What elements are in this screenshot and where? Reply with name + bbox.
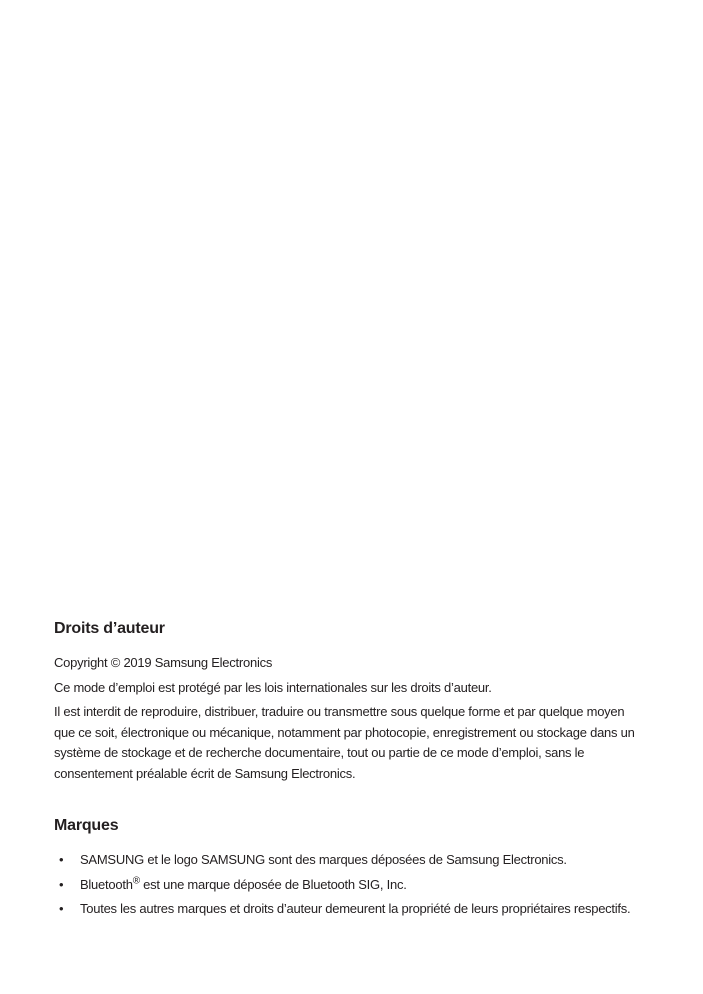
bullet-icon: • bbox=[59, 852, 64, 867]
trademark-bluetooth-text: est une marque déposée de Bluetooth SIG, Inc. bbox=[139, 876, 407, 892]
trademarks-list bbox=[54, 850, 644, 920]
copyright-section bbox=[54, 618, 644, 784]
registered-mark: ® bbox=[132, 875, 140, 887]
trademarks-heading: Marques bbox=[54, 817, 119, 834]
copyright-heading: Droits d’auteur bbox=[54, 620, 165, 637]
bullet-icon: • bbox=[59, 901, 64, 916]
copyright-line: Copyright © 2019 Samsung Electronics bbox=[54, 655, 273, 670]
trademark-bluetooth-name: Bluetooth bbox=[80, 876, 133, 892]
list-item bbox=[54, 850, 644, 871]
bullet-icon: • bbox=[59, 876, 64, 892]
copyright-restriction-text: Il est interdit de reproduire, distribuer, traduire ou transmettre sous quelque forme et par quelque moyen que ce soit, électronique ou mécanique, notamment par photocopie, enregistrement ou stockage dans un système de stockage et de recherche documentaire, tout ou partie de ce mode d’emploi, sans le consentement préalable écrit de Samsung Electronics. bbox=[54, 704, 635, 781]
list-item bbox=[54, 875, 644, 896]
trademark-others-text: Toutes les autres marques et droits d’auteur demeurent la propriété de leurs propriétaires respectifs. bbox=[80, 901, 631, 916]
trademark-samsung-text: SAMSUNG et le logo SAMSUNG sont des marques déposées de Samsung Electronics. bbox=[80, 852, 567, 867]
trademarks-section bbox=[54, 815, 644, 920]
list-item bbox=[54, 899, 644, 920]
copyright-protection-text: Ce mode d’emploi est protégé par les lois internationales sur les droits d’auteur. bbox=[54, 679, 492, 695]
page-content bbox=[54, 618, 644, 924]
